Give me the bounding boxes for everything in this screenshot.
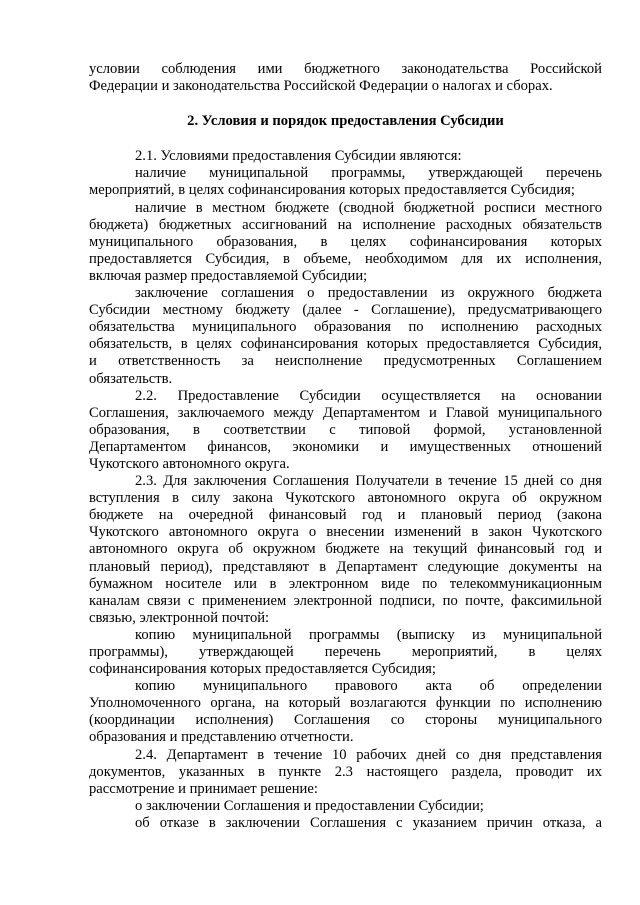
text-line: 2.3. Для заключения Соглашения Получатели в течение 15 дней со дня: [135, 473, 602, 490]
text-line: автономного округа об окружном бюджете на текущий финансовый год и: [89, 541, 602, 558]
text-line: каналам связи с применением электронной подписи, по почте, факсимильной: [89, 592, 602, 609]
text-line: программы), утверждающей перечень мероприятий, в целях: [89, 644, 602, 660]
text-line: условии соблюдения ими бюджетного законодательства Российской: [89, 61, 602, 77]
text-line: наличие в местном бюджете (сводной бюджетной росписи местного: [135, 199, 602, 216]
text-line: муниципального образования, в целях софинансирования которых: [89, 233, 602, 250]
section-heading: 2. Условия и порядок предоставления Субсидии: [187, 113, 504, 130]
document-page: [89, 61, 602, 832]
paragraph: [89, 747, 602, 798]
text-line: образования и представлению отчетности.: [89, 729, 354, 746]
text-line: Соглашения, заключаемого между Департаментом и Главой муниципального: [89, 404, 602, 421]
text-line: Федерации и законодательства Российской Федерации о налогах и сборах.: [89, 78, 553, 95]
text-line: бумажном носителе или в электронном виде по телекоммуникационным: [89, 575, 602, 592]
text-line: 2.1. Условиями предоставления Субсидии являются:: [135, 148, 462, 165]
text-line: копию муниципальной программы (выписку из муниципальной: [135, 626, 602, 643]
paragraph: [89, 627, 602, 678]
text-line: 2.4. Департамент в течение 10 рабочих дней со дня представления: [135, 746, 602, 763]
text-line: включая размер предоставляемой Субсидии;: [89, 267, 368, 284]
text-line: копию муниципального правового акта об определении: [135, 678, 602, 695]
text-line: обязательств, в целях софинансирования которых предоставляется Субсидия,: [89, 336, 602, 353]
text-line: мероприятий, в целях софинансирования которых предоставляется Субсидия;: [89, 182, 575, 199]
text-line: плановый период), представляют в Департамент следующие документы на: [89, 558, 602, 575]
text-line: Чукотского автономного округа.: [89, 455, 290, 472]
paragraph: [89, 388, 602, 473]
paragraph: [89, 165, 602, 199]
text-line: бюджете на очередной финансовый год и плановый период (закона: [89, 507, 602, 524]
text-line: софинансирования которых предоставляется Субсидия;: [89, 661, 436, 678]
text-line: предоставляется Субсидия, в объеме, необходимом для их исполнения,: [89, 250, 602, 267]
text-line: и ответственность за неисполнение предусмотренных Соглашением: [89, 353, 602, 370]
text-line: о заключении Соглашения и предоставлении Субсидии;: [135, 797, 484, 814]
paragraph: [89, 815, 602, 832]
text-line: обязательства муниципального образования по исполнению расходных: [89, 319, 602, 336]
text-line: вступления в силу закона Чукотского автономного округа об окружном: [89, 490, 602, 507]
paragraph: [89, 148, 602, 165]
text-line: (координации исполнения) Соглашения со стороны муниципального: [89, 712, 602, 729]
paragraph: [89, 678, 602, 746]
text-line: об отказе в заключении Соглашения с указанием причин отказа, а: [135, 814, 602, 831]
text-line: наличие муниципальной программы, утверждающей перечень: [135, 165, 602, 182]
text-line: 2.2. Предоставление Субсидии осуществляется на основании: [135, 387, 602, 404]
text-line: рассмотрение и принимает решение:: [89, 780, 318, 797]
body-paragraphs: [89, 148, 602, 832]
text-line: Уполномоченного органа, на который возлагаются функции по исполнению: [89, 695, 602, 712]
text-line: документов, указанных в пункте 2.3 настоящего раздела, проводит их: [89, 763, 602, 780]
paragraph: [89, 473, 602, 627]
text-line: связью, электронной почтой:: [89, 609, 270, 626]
text-line: бюджета) бюджетных ассигнований на исполнение расходных обязательств: [89, 216, 602, 233]
paragraph: [89, 285, 602, 388]
text-line: Департаментом финансов, экономики и имущественных отношений: [89, 438, 602, 455]
paragraph: [89, 798, 602, 815]
text-line: Субсидии местному бюджету (далее - Соглашение), предусматривающего: [89, 302, 602, 319]
text-line: заключение соглашения о предоставлении из окружного бюджета: [135, 285, 602, 302]
paragraph: [89, 200, 602, 285]
intro-paragraph: [89, 61, 602, 95]
text-line: обязательств.: [89, 370, 173, 387]
text-line: Чукотского автономного округа о внесении изменений в закон Чукотского: [89, 524, 602, 541]
text-line: образования, в соответствии с типовой формой, установленной: [89, 421, 602, 438]
